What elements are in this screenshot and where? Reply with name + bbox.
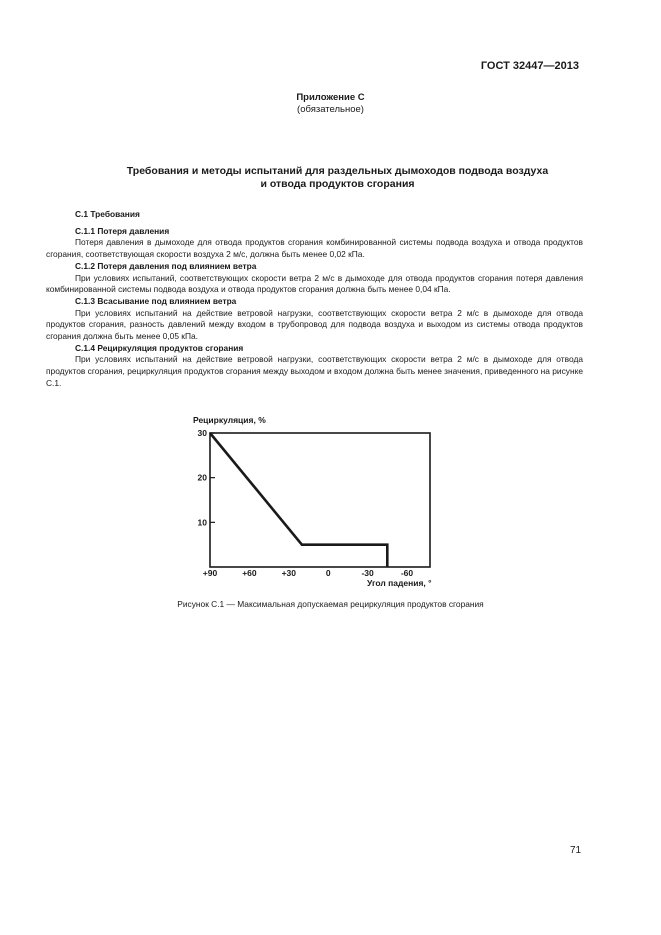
section-c11-heading: С.1.1 Потеря давления (75, 225, 170, 236)
x-tick-label: -60 (400, 568, 414, 578)
y-tick-label: 10 (197, 517, 207, 528)
annex-heading (0, 92, 661, 116)
x-tick-label: -30 (361, 568, 374, 578)
standard-number: ГОСТ 32447—2013 (480, 60, 579, 72)
figure-caption: Рисунок С.1 — Максимальная допускаемая рециркуляция продуктов сгорания (177, 599, 484, 609)
y-axis-label: Рециркуляция, % (193, 415, 266, 425)
annex-status: (обязательное) (297, 104, 364, 115)
recirculation-limit-line (210, 433, 387, 567)
section-c1-heading: С.1 Требования (75, 209, 140, 219)
section-c11-text: Потеря давления в дымоходе для отвода продуктов сгорания комбинированной системы подвода воздуха и отвода продуктов сгорания, соответствующая скорости воздуха 2 м/с, должна быть менее 0,02 кПа. (46, 237, 583, 260)
title-line-2: и отвода продуктов сгорания (260, 178, 415, 190)
section-c13-text: При условиях испытаний на действие ветровой нагрузки, соответствующих скорости ветра 2 м/с в дымоходе для отвода продуктов сгорания, разность давлений между входом в трубопровод для подвода воздуха и выходом из системы отвода продуктов сгорания должна быть менее 0,05 кПа. (46, 307, 583, 342)
annex-title: Приложение С (296, 92, 365, 103)
recirculation-chart (185, 408, 445, 613)
section-c13-heading: С.1.3 Всасывание под влиянием ветра (75, 295, 237, 306)
y-tick-label: 20 (197, 472, 207, 483)
y-tick-label: 30 (197, 428, 207, 438)
section-body (46, 209, 583, 390)
section-c14-heading: С.1.4 Рециркуляция продуктов сгорания (75, 342, 244, 353)
section-c12-heading: С.1.2 Потеря давления под влиянием ветра (75, 260, 257, 271)
page-number: 71 (570, 845, 582, 856)
plot-frame (210, 433, 430, 567)
x-tick-label: +60 (242, 568, 257, 578)
title-line-1: Требования и методы испытаний для раздельных дымоходов подвода воздуха (126, 165, 549, 177)
x-axis-label: Угол падения, ° (367, 578, 432, 588)
section-c14-text: При условиях испытаний на действие ветровой нагрузки, соответствующих скорости ветра 2 м/с в дымоходе для отвода продуктов сгорания, рециркуляция продуктов сгорания между выходом и входом должна быть менее значения, приведенного на рисунке С.1. (46, 354, 583, 388)
section-c12-text: При условиях испытаний, соответствующих скорости ветра 2 м/с в дымоходе для отвода продуктов сгорания потеря давления комбинированной системы подвода воздуха и отвода продуктов сгорания должна быть менее 0,04 кПа. (46, 272, 583, 295)
x-tick-label: +90 (202, 568, 218, 578)
x-tick-label: +30 (281, 568, 297, 578)
x-tick-label: 0 (325, 568, 331, 578)
document-title (60, 165, 615, 191)
